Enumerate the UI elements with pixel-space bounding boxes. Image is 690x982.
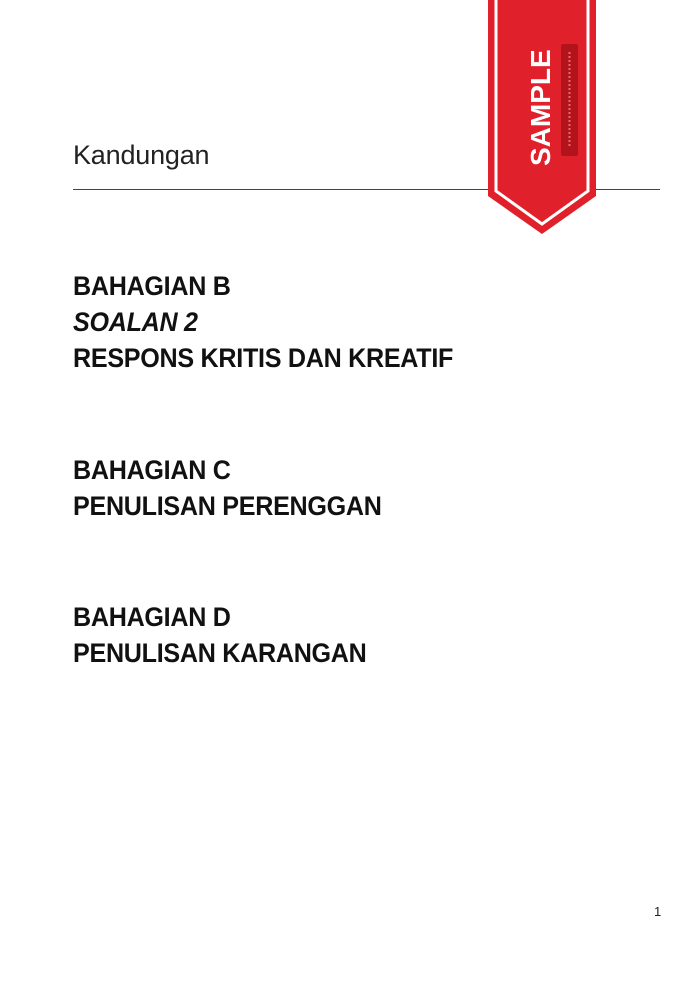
section-c-title: BAHAGIAN C <box>73 455 231 485</box>
section-c-subtitle: PENULISAN PERENGGAN <box>73 491 382 521</box>
section-b-question: SOALAN 2 <box>73 307 198 337</box>
page-number: 1 <box>654 904 662 919</box>
page-heading: Kandungan <box>73 140 210 170</box>
section-b-subtitle: RESPONS KRITIS DAN KREATIF <box>73 343 454 373</box>
section-bahagian-d <box>73 599 367 671</box>
sample-stamp-label: SAMPLE <box>525 49 556 166</box>
section-bahagian-b <box>73 268 453 376</box>
section-b-title: BAHAGIAN B <box>73 271 231 301</box>
sample-stamp <box>488 0 596 234</box>
section-d-title: BAHAGIAN D <box>73 602 231 632</box>
section-bahagian-c <box>73 452 382 524</box>
sample-ribbon-icon <box>488 0 596 234</box>
section-d-subtitle: PENULISAN KARANGAN <box>73 638 367 668</box>
